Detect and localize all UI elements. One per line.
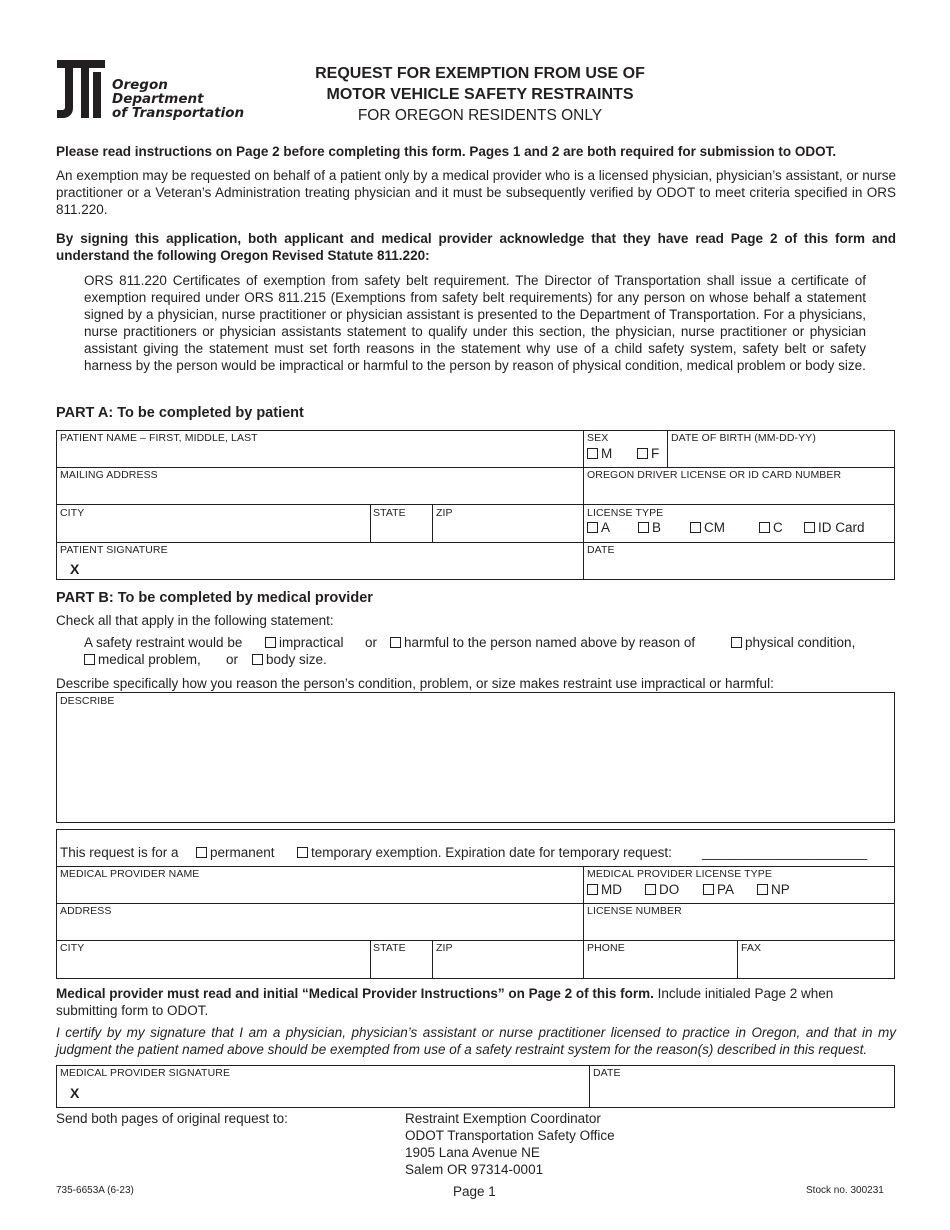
sex-label: SEX (587, 432, 609, 444)
license-np-text: NP (771, 882, 790, 897)
odot-logo-mark (55, 58, 107, 120)
send-to-text: Send both pages of original request to: (56, 1111, 288, 1126)
permanent-checkbox[interactable] (196, 847, 207, 858)
exemption-paragraph: An exemption may be requested on behalf of a patient only by a medical provider who is a licensed physician, physician’s assistant, or nurse practitioner or a Veteran’s Administration treating physician and it must be subsequently verified by ODOT to meet criteria specified in ORS 811.220. (56, 168, 896, 217)
license-type-a-checkbox[interactable] (587, 522, 598, 533)
provider-phone-label: PHONE (587, 942, 625, 954)
license-type-b-checkbox[interactable] (638, 522, 649, 533)
part-a-table (56, 430, 895, 580)
zip-label: ZIP (436, 507, 453, 519)
provider-fax-label: FAX (741, 942, 762, 954)
permanent-text: permanent (210, 845, 275, 860)
provider-zip-label: ZIP (436, 942, 453, 954)
describe-label: DESCRIBE (60, 695, 115, 707)
patient-signature-label: PATIENT SIGNATURE (60, 544, 168, 556)
sex-m-text: M (601, 446, 613, 461)
license-type-label: LICENSE TYPE (587, 507, 664, 519)
provider-name-label: MEDICAL PROVIDER NAME (60, 868, 200, 880)
license-md-text: MD (601, 882, 622, 897)
check-all-text: Check all that apply in the following statement: (56, 613, 334, 628)
license-type-a-option[interactable] (587, 520, 610, 535)
state-label: STATE (373, 507, 406, 519)
temporary-option[interactable] (297, 845, 672, 860)
impractical-checkbox[interactable] (265, 637, 276, 648)
mailing-line-3: 1905 Lana Avenue NE (405, 1145, 540, 1160)
or-text-1: or (365, 635, 378, 650)
certify-paragraph: I certify by my signature that I am a physician, physician’s assistant or nurse practitioner licensed to practice in Oregon, and that in my judgment the patient named above should be exempted from use of a safety restraint system for the reason(s) described in this request. (56, 1025, 896, 1057)
logo-line-3: of Transportation (112, 105, 245, 121)
form-subtitle: FOR OREGON RESIDENTS ONLY (357, 107, 603, 124)
license-pa-checkbox[interactable] (703, 884, 714, 895)
impractical-option[interactable] (265, 635, 344, 650)
statement-start: A safety restraint would be (84, 635, 243, 650)
license-pa-option[interactable] (703, 882, 734, 897)
statute-paragraph: ORS 811.220 Certificates of exemption from safety belt requirement. The Director of Transportation shall issue a certificate of exemption required under ORS 811.215 (Exemptions from safety belt requirements) for any person on whose behalf a statement signed by a physician, nurse practitioner or physician assistant is presented to the Department of Transportation. For a physicians, nurse practitioners or physician assistants statement to qualify under this section, the physician, nurse practitioner or physician assistant giving the statement must set forth reasons in the statement why use of a child safety system, safety belt or safety harness by the person would be impractical or harmful to the person by reason of physical condition, medical problem or body size. (84, 273, 866, 373)
sex-f-text: F (651, 446, 660, 461)
form-number: 735-6653A (6-23) (56, 1185, 134, 1196)
provider-address-label: ADDRESS (60, 905, 112, 917)
impractical-text: impractical (279, 635, 344, 650)
title-line-2: MOTOR VEHICLE SAFETY RESTRAINTS (326, 86, 634, 103)
must-read-paragraph (56, 985, 896, 1019)
license-type-a-text: A (601, 520, 611, 535)
patient-signature-x: X (70, 561, 80, 577)
license-type-c-text: C (773, 520, 783, 535)
form-title (270, 63, 690, 105)
mailing-line-2: ODOT Transportation Safety Office (405, 1128, 615, 1143)
request-for-text: This request is for a (60, 845, 179, 860)
license-md-checkbox[interactable] (587, 884, 598, 895)
odot-logo (55, 58, 265, 120)
must-read-rest: Include initialed Page 2 when submitting form to ODOT. (56, 986, 834, 1018)
sex-m-checkbox[interactable] (587, 448, 598, 459)
temporary-text: temporary exemption. Expiration date for temporary request: (311, 845, 672, 860)
page-number: Page 1 (453, 1184, 496, 1199)
mailing-line-1: Restraint Exemption Coordinator (405, 1111, 601, 1126)
mailing-address-block (405, 1110, 615, 1178)
medical-option[interactable] (84, 652, 201, 667)
license-type-cm-text: CM (704, 520, 725, 535)
body-size-option[interactable] (252, 652, 327, 667)
part-b-heading: PART B: To be completed by medical provider (56, 590, 373, 606)
provider-city-label: CITY (60, 942, 85, 954)
license-np-checkbox[interactable] (757, 884, 768, 895)
permanent-option[interactable] (196, 845, 275, 860)
temporary-checkbox[interactable] (297, 847, 308, 858)
license-type-b-text: B (652, 520, 662, 535)
describe-prompt: Describe specifically how you reason the person’s condition, problem, or size makes restraint use impractical or harmful: (56, 676, 774, 691)
license-pa-text: PA (717, 882, 735, 897)
sex-m-option[interactable] (587, 446, 612, 461)
part-a-heading: PART A: To be completed by patient (56, 405, 304, 421)
harmful-checkbox[interactable] (390, 637, 401, 648)
license-np-option[interactable] (757, 882, 790, 897)
harmful-text: harmful to the person named above by reason of (404, 635, 696, 650)
license-type-c-option[interactable] (759, 520, 783, 535)
license-type-cm-option[interactable] (690, 520, 725, 535)
expiration-date-line[interactable]: ______________________ (702, 845, 868, 860)
license-type-cm-checkbox[interactable] (690, 522, 701, 533)
title-line-1: REQUEST FOR EXEMPTION FROM USE OF (315, 65, 645, 82)
mailing-address-label: MAILING ADDRESS (60, 469, 158, 481)
body-size-text: body size. (266, 652, 327, 667)
patient-date-label: DATE (587, 544, 615, 556)
license-do-option[interactable] (645, 882, 679, 897)
instructions-note: Please read instructions on Page 2 before completing this form. Pages 1 and 2 are both required for submission to ODOT. (56, 144, 837, 159)
license-do-text: DO (659, 882, 680, 897)
medical-text: medical problem, (98, 652, 201, 667)
or-text-2: or (226, 652, 239, 667)
stock-number: Stock no. 300231 (806, 1185, 884, 1196)
license-number-label: OREGON DRIVER LICENSE OR ID CARD NUMBER (587, 469, 842, 481)
physical-text: physical condition, (745, 635, 856, 650)
must-read-bold: Medical provider must read and initial “Medical Provider Instructions” on Page 2 of this form. (56, 986, 654, 1001)
license-do-checkbox[interactable] (645, 884, 656, 895)
describe-box[interactable] (56, 692, 895, 823)
license-type-id-checkbox[interactable] (804, 522, 815, 533)
logo-line-2: Department (112, 91, 204, 107)
license-type-b-option[interactable] (638, 520, 661, 535)
harmful-option[interactable] (390, 635, 695, 650)
medical-checkbox[interactable] (84, 654, 95, 665)
sex-f-option[interactable] (637, 446, 659, 461)
acknowledge-paragraph: By signing this application, both applicant and medical provider acknowledge that they have read Page 2 of this form and understand the following Oregon Revised Statute 811.220: (56, 231, 896, 263)
license-type-id-option[interactable] (804, 520, 865, 535)
license-type-id-text: ID Card (818, 520, 865, 535)
license-md-option[interactable] (587, 882, 622, 897)
provider-license-number-label: LICENSE NUMBER (587, 905, 682, 917)
physical-option[interactable] (731, 635, 855, 650)
city-label: CITY (60, 507, 85, 519)
provider-date-label: DATE (593, 1067, 621, 1079)
provider-license-type-label: MEDICAL PROVIDER LICENSE TYPE (587, 868, 772, 880)
license-type-c-checkbox[interactable] (759, 522, 770, 533)
provider-signature-label: MEDICAL PROVIDER SIGNATURE (60, 1067, 231, 1079)
patient-name-label: PATIENT NAME – FIRST, MIDDLE, LAST (60, 432, 258, 444)
body-size-checkbox[interactable] (252, 654, 263, 665)
sex-f-checkbox[interactable] (637, 448, 648, 459)
dob-label: DATE OF BIRTH (MM-DD-YY) (671, 432, 816, 444)
mailing-line-4: Salem OR 97314-0001 (405, 1162, 544, 1177)
provider-signature-x: X (70, 1085, 80, 1101)
provider-state-label: STATE (373, 942, 406, 954)
logo-line-1: Oregon (112, 77, 168, 93)
physical-checkbox[interactable] (731, 637, 742, 648)
